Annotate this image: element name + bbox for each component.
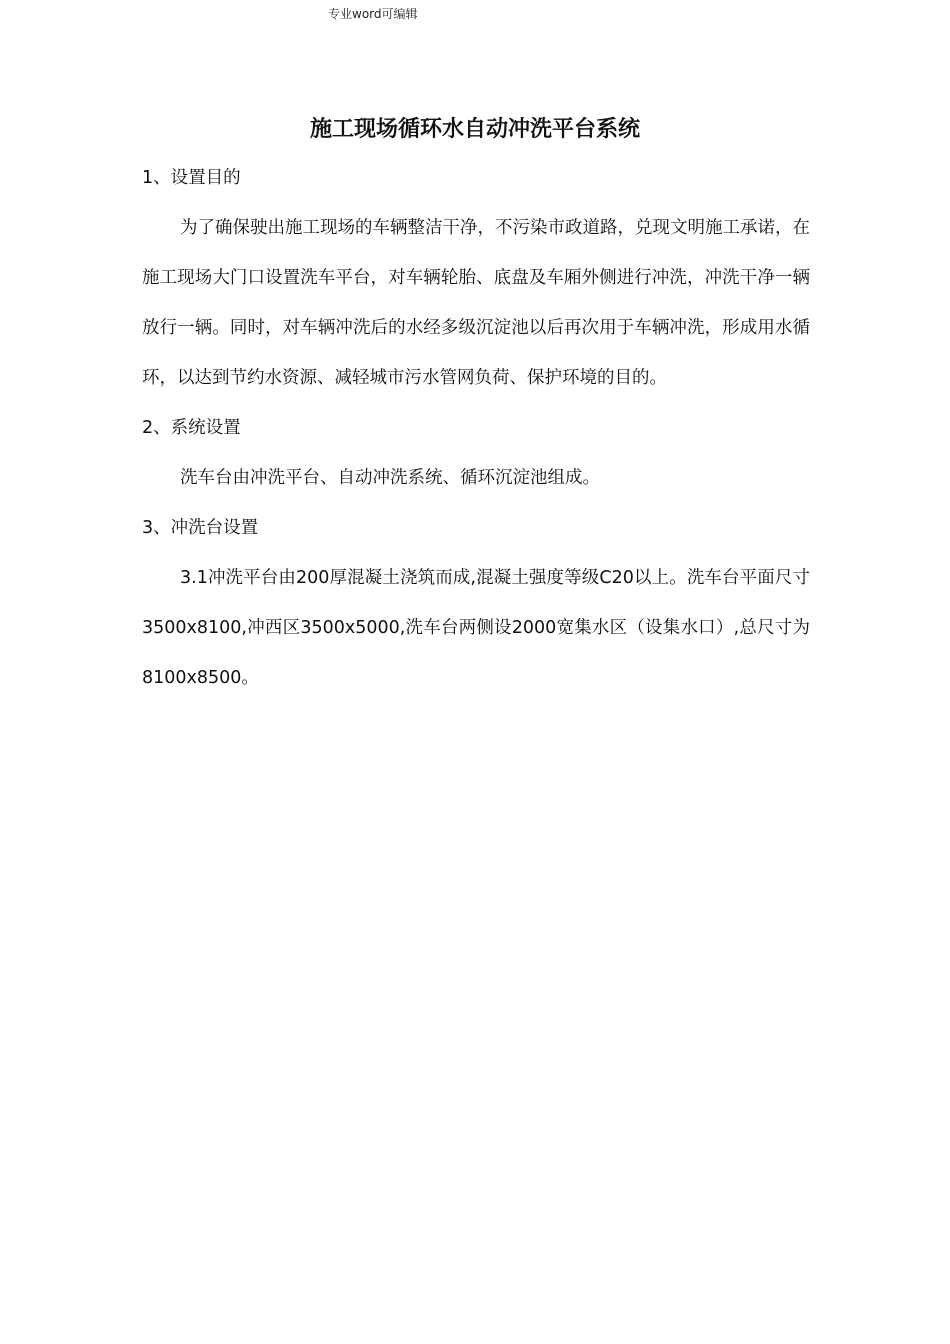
section-heading: 3、冲洗台设置	[142, 518, 259, 538]
document-title: 施工现场循环水自动冲洗平台系统	[309, 117, 640, 142]
header-note: 专业word可编辑	[328, 7, 418, 21]
section-paragraph: 3.1冲洗平台由200厚混凝土浇筑而成,混凝土强度等级C20以上。洗车台平面尺寸3500x8100,冲西区3500x5000,洗车台两侧设2000宽集水区（设集水口）,总尺寸为8100x8500。	[142, 568, 810, 688]
section-purpose	[142, 153, 810, 403]
document-body	[142, 153, 810, 703]
section-heading: 1、设置目的	[142, 168, 241, 188]
section-paragraph: 洗车台由冲洗平台、自动冲洗系统、循环沉淀池组成。	[180, 468, 600, 488]
section-wash-platform	[142, 503, 810, 703]
section-heading: 2、系统设置	[142, 418, 241, 438]
section-system-setup	[142, 403, 810, 503]
section-paragraph: 为了确保驶出施工现场的车辆整洁干净，不污染市政道路，兑现文明施工承诺，在施工现场大门口设置洗车平台，对车辆轮胎、底盘及车厢外侧进行冲洗，冲洗干净一辆放行一辆。同时，对车辆冲洗后的水经多级沉淀池以后再次用于车辆冲洗，形成用水循环，以达到节约水资源、减轻城市污水管网负荷、保护环境的目的。	[142, 218, 810, 388]
